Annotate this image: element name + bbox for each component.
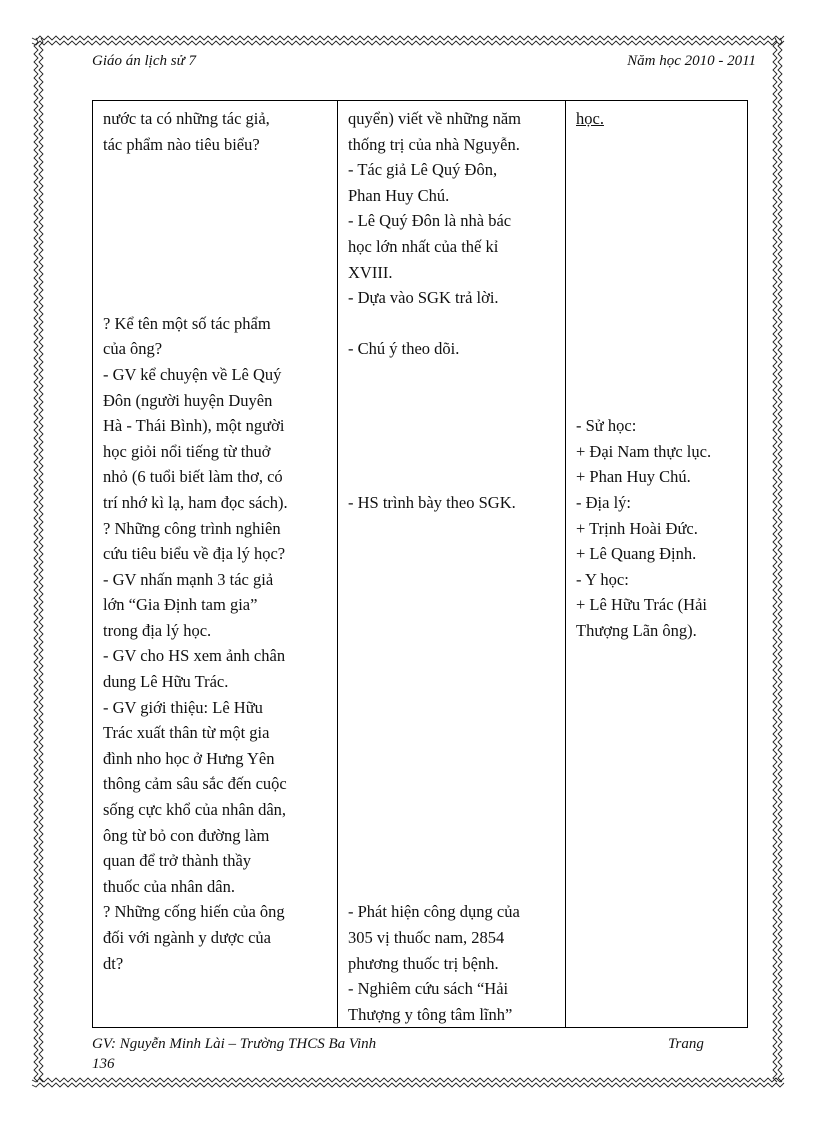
- text-line: thống trị của nhà Nguyễn.: [348, 134, 520, 154]
- footer-page-label: Trang: [668, 1036, 704, 1052]
- text-line: ông từ bỏ con đường làm: [103, 825, 270, 845]
- blank-line: [103, 234, 337, 260]
- text-line: phương thuốc trị bệnh.: [348, 953, 499, 973]
- text-line: trí nhớ kì lạ, ham đọc sách).: [103, 492, 288, 512]
- blank-line: [103, 285, 337, 311]
- text-line: thuốc của nhân dân.: [103, 876, 235, 896]
- knowledge-text: [576, 106, 747, 643]
- blank-line: [576, 183, 747, 209]
- text-line: Thượng y tông tâm lĩnh”: [348, 1004, 513, 1024]
- text-line: - Dựa vào SGK trả lời.: [348, 288, 499, 308]
- border-wave-line: [32, 36, 784, 40]
- blank-line: [348, 362, 565, 388]
- blank-line: [348, 771, 565, 797]
- text-line: XVIII.: [348, 262, 393, 282]
- blank-line: [576, 208, 747, 234]
- blank-line: [103, 183, 337, 209]
- text-line: quyển) viết về những năm: [348, 109, 521, 128]
- blank-line: [576, 362, 747, 388]
- student-activity-cell: [338, 101, 566, 1028]
- blank-line: [348, 592, 565, 618]
- text-line: - GV giới thiệu: Lê Hữu: [103, 697, 263, 717]
- text-line: + Trịnh Hoài Đức.: [576, 518, 698, 538]
- text-line: học.: [576, 109, 604, 128]
- text-line: Trác xuất thân từ một gia: [103, 723, 270, 743]
- text-line: đình nho học ở Hưng Yên: [103, 748, 275, 768]
- blank-line: [348, 797, 565, 823]
- text-line: - GV cho HS xem ảnh chân: [103, 646, 286, 666]
- text-line: + Lê Quang Định.: [576, 544, 697, 564]
- text-line: - HS trình bày theo SGK.: [348, 492, 516, 512]
- knowledge-cell: [566, 101, 748, 1028]
- border-wave-line: [32, 1078, 784, 1082]
- border-wave-line: [32, 41, 784, 45]
- text-line: - Tác giả Lê Quý Đôn,: [348, 160, 498, 180]
- blank-line: [576, 260, 747, 286]
- text-line: nhỏ (6 tuổi biết làm thơ, có: [103, 467, 283, 487]
- border-wave-line: [32, 1083, 784, 1087]
- text-line: trong địa lý học.: [103, 620, 212, 640]
- blank-line: [348, 388, 565, 414]
- footer-page-number: 136: [92, 1056, 115, 1072]
- blank-line: [348, 439, 565, 465]
- text-line: + Phan Huy Chú.: [576, 467, 691, 487]
- text-line: - GV nhấn mạnh 3 tác giả: [103, 569, 274, 589]
- blank-line: [348, 567, 565, 593]
- blank-line: [348, 746, 565, 772]
- text-line: - Lê Quý Đôn là nhà bác: [348, 211, 512, 231]
- text-line: - Sử học:: [576, 416, 637, 436]
- border-wave-line: [39, 38, 43, 1082]
- border-wave-line: [34, 38, 38, 1082]
- blank-line: [348, 669, 565, 695]
- text-line: - Nghiêm cứu sách “Hải: [348, 979, 509, 999]
- text-line: - Y học:: [576, 569, 629, 589]
- text-line: 305 vị thuốc nam, 2854: [348, 928, 505, 947]
- footer-teacher: GV: Nguyễn Minh Lài – Trường THCS Ba Vinh: [92, 1036, 377, 1052]
- text-line: dt?: [103, 953, 124, 973]
- blank-line: [348, 874, 565, 900]
- text-line: tác phẩm nào tiêu biểu?: [103, 134, 260, 154]
- text-line: cứu tiêu biểu về địa lý học?: [103, 544, 286, 564]
- blank-line: [103, 208, 337, 234]
- blank-line: [348, 516, 565, 542]
- blank-line: [348, 695, 565, 721]
- blank-line: [576, 132, 747, 158]
- blank-line: [348, 720, 565, 746]
- text-line: ? Kể tên một số tác phẩm: [103, 313, 271, 333]
- table-row: [93, 101, 748, 1028]
- text-line: lớn “Gia Định tam gia”: [103, 595, 258, 615]
- teacher-activity-text: [103, 106, 337, 976]
- header-school-year: Năm học 2010 - 2011: [627, 53, 756, 69]
- lesson-table: [92, 100, 748, 1028]
- blank-line: [576, 157, 747, 183]
- text-line: - GV kể chuyện về Lê Quý: [103, 364, 282, 384]
- text-line: Hà - Thái Bình), một người: [103, 416, 285, 436]
- blank-line: [576, 336, 747, 362]
- text-line: sống cực khổ của nhân dân,: [103, 800, 287, 820]
- text-line: ? Những công trình nghiên: [103, 518, 281, 538]
- text-line: - Chú ý theo dõi.: [348, 339, 460, 359]
- blank-line: [348, 823, 565, 849]
- text-line: đối với ngành y dược của: [103, 928, 271, 947]
- blank-line: [348, 618, 565, 644]
- text-line: - Phát hiện công dụng của: [348, 902, 520, 922]
- blank-line: [348, 643, 565, 669]
- border-wave-line: [778, 38, 782, 1082]
- blank-line: [576, 285, 747, 311]
- text-line: Thượng Lãn ông).: [576, 620, 697, 640]
- text-line: học giỏi nổi tiếng từ thuở: [103, 441, 271, 461]
- teacher-activity-cell: [93, 101, 338, 1028]
- blank-line: [348, 464, 565, 490]
- student-activity-text: [348, 106, 565, 1027]
- text-line: ? Những cống hiến của ông: [103, 902, 285, 922]
- text-line: Đôn (người huyện Duyên: [103, 390, 273, 410]
- blank-line: [103, 157, 337, 183]
- blank-line: [103, 260, 337, 286]
- text-line: - Địa lý:: [576, 492, 631, 512]
- blank-line: [576, 388, 747, 414]
- text-line: + Lê Hữu Trác (Hải: [576, 595, 707, 615]
- border-wave-line: [773, 38, 777, 1082]
- text-line: nước ta có những tác giả,: [103, 109, 270, 128]
- blank-line: [348, 541, 565, 567]
- text-line: + Đại Nam thực lục.: [576, 441, 712, 461]
- blank-line: [348, 848, 565, 874]
- blank-line: [348, 311, 565, 337]
- header-course-title: Giáo án lịch sử 7: [92, 53, 197, 69]
- text-line: quan để trở thành thầy: [103, 851, 252, 871]
- blank-line: [576, 311, 747, 337]
- blank-line: [576, 234, 747, 260]
- blank-line: [348, 413, 565, 439]
- text-line: học lớn nhất của thế kỉ: [348, 236, 499, 256]
- text-line: thông cảm sâu sắc đến cuộc: [103, 774, 287, 794]
- text-line: của ông?: [103, 339, 163, 359]
- text-line: Phan Huy Chú.: [348, 185, 450, 205]
- text-line: dung Lê Hữu Trác.: [103, 672, 229, 692]
